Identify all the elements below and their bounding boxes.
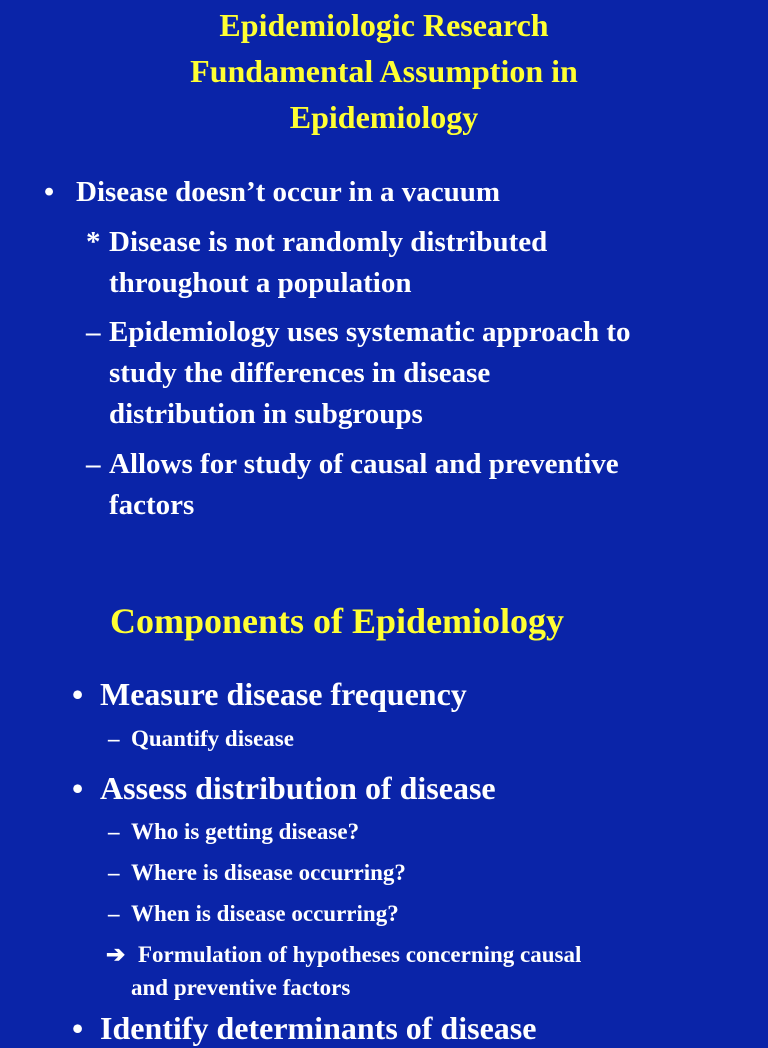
sub-text: factors: [109, 489, 195, 521]
sub-item: [0, 312, 768, 435]
dash-glyph: –: [108, 819, 120, 844]
sub-item: [0, 222, 768, 304]
arrow-item: [0, 938, 768, 1004]
title-line: Epidemiology: [289, 99, 479, 135]
sub-text: throughout a population: [109, 267, 412, 299]
sub-text: Where is disease occurring?: [131, 860, 406, 885]
slide1-title: [0, 2, 768, 140]
bullet-text: Assess distribution of disease: [100, 770, 496, 806]
dash-glyph: –: [108, 901, 120, 926]
bullet-glyph: •: [44, 176, 55, 208]
star-glyph: *: [86, 226, 101, 258]
bullet-glyph: •: [72, 770, 84, 806]
sub-item: [0, 444, 768, 526]
sub-text: Epidemiology uses systematic approach to: [109, 316, 631, 348]
sub-text: study the differences in disease: [109, 357, 491, 389]
bullet-text: Disease doesn’t occur in a vacuum: [76, 176, 500, 208]
dash-glyph: –: [108, 726, 120, 751]
sub-text: Formulation of hypotheses concerning causal: [138, 942, 582, 967]
arrow-right-icon: ➔: [106, 942, 126, 967]
sub-text: distribution in subgroups: [109, 398, 423, 430]
dash-glyph: –: [108, 860, 120, 885]
title-line: Fundamental Assumption in: [190, 53, 578, 89]
dash-glyph: –: [86, 448, 101, 480]
slide2-title: Components of Epidemiology: [110, 601, 565, 641]
sub-text: Disease is not randomly distributed: [109, 226, 548, 258]
bullet-text: Measure disease frequency: [100, 676, 467, 712]
dash-glyph: –: [86, 316, 101, 348]
sub-text: When is disease occurring?: [131, 901, 399, 926]
sub-text: Quantify disease: [131, 726, 294, 751]
slide-components-of-epidemiology: [0, 540, 768, 1046]
bullet-text: Identify determinants of disease: [100, 1010, 537, 1046]
title-line: Epidemiologic Research: [219, 7, 549, 43]
bullet-glyph: •: [72, 676, 84, 712]
sub-text: Who is getting disease?: [131, 819, 360, 844]
sub-text: Allows for study of causal and preventive: [109, 448, 619, 480]
bullet-glyph: •: [72, 1010, 84, 1046]
sub-text: and preventive factors: [131, 975, 351, 1000]
